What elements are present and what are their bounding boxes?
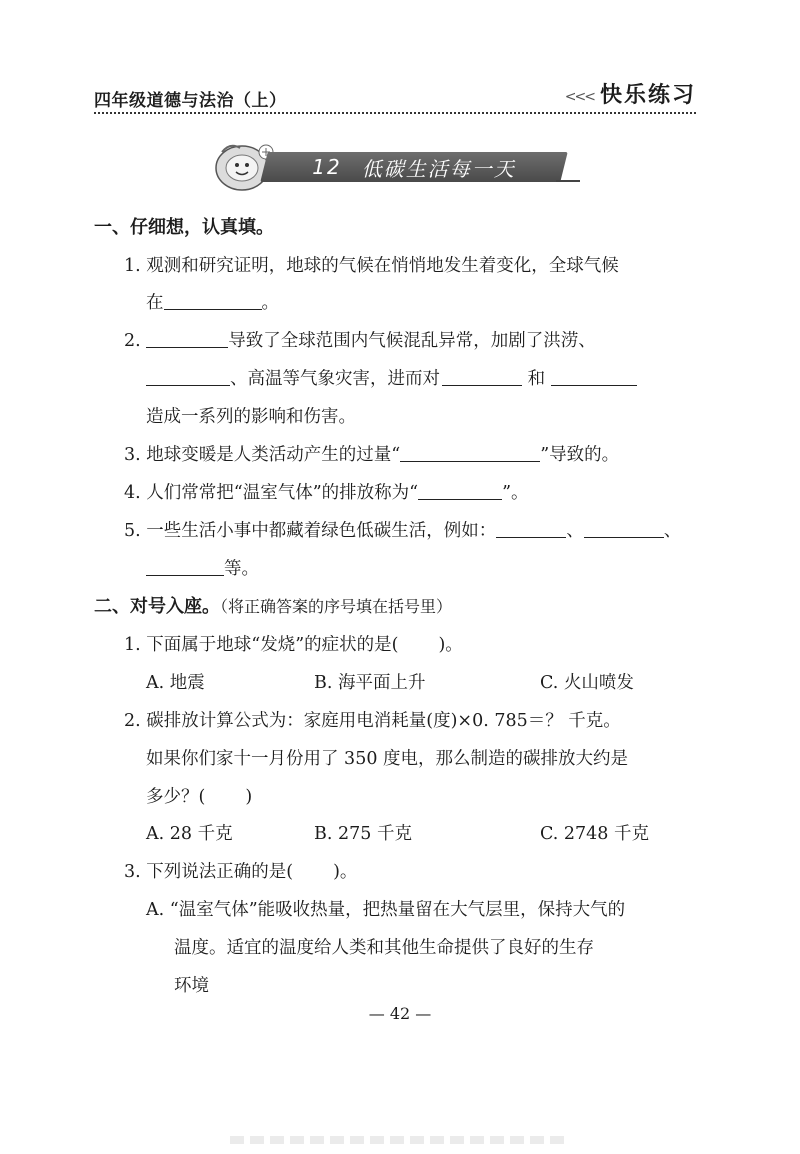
s2-q1-suffix: )。: [438, 635, 463, 655]
page-number: — 42 —: [368, 1004, 432, 1023]
lesson-title: [264, 152, 564, 182]
header-divider: [94, 112, 696, 114]
q5-text-line1: [124, 519, 681, 543]
brand-title: 快乐练习: [599, 83, 696, 108]
section1-heading: 一、仔细想，认真填。: [94, 217, 274, 238]
bleed-through-decoration: [230, 1136, 570, 1144]
q5-blank-1[interactable]: [496, 519, 566, 538]
banner-underline: [556, 180, 580, 182]
q2-blank-4[interactable]: [551, 367, 637, 386]
q5-sep-1: 、: [566, 521, 584, 541]
q2-blank-3[interactable]: [442, 367, 522, 386]
q3-blank[interactable]: [400, 443, 540, 462]
s2-q1-option-b: B. 海平面上升: [314, 673, 426, 693]
q3-suffix: ”导致的。: [540, 445, 620, 465]
s2-q2-option-b: B. 275 千克: [314, 824, 412, 844]
q5-blank-3[interactable]: [146, 557, 224, 576]
q4-blank[interactable]: [418, 481, 502, 500]
q5-text-line2: [146, 557, 259, 581]
q1-text-line1: 1. 观测和研究证明，地球的气候在悄悄地发生着变化，全球气候: [124, 256, 619, 276]
s2-q2-option-a: A. 28 千克: [146, 824, 233, 844]
book-title: 四年级道德与法治（上）: [94, 91, 287, 111]
q2-and: 和: [527, 369, 546, 389]
s2-q2-line3: [146, 785, 252, 809]
lesson-number: 12: [312, 155, 342, 179]
q5-suffix: 等。: [224, 559, 259, 579]
q1-prefix: 在: [146, 293, 164, 313]
s2-q3-suffix: )。: [333, 862, 358, 882]
q1-text-line2: [146, 291, 279, 315]
q2-number: 2.: [124, 331, 141, 351]
q2-blank-2[interactable]: [146, 367, 230, 386]
q2-text-line1: [124, 329, 596, 353]
q4-text: [124, 481, 529, 505]
q5-sep-2: 、: [663, 521, 682, 541]
q2-line1-text: 导致了全球范围内气候混乱异常，加剧了洪涝、: [228, 331, 596, 351]
q3-prefix: 3. 地球变暖是人类活动产生的过量“: [124, 445, 401, 465]
s2-q2-line2: 如果你们家十一月份用了 350 度电，那么制造的碳排放大约是: [146, 749, 629, 769]
s2-q2-suffix: ): [245, 787, 253, 807]
q5-blank-2[interactable]: [584, 519, 664, 538]
brand-block: [565, 78, 696, 109]
section2-heading: [94, 595, 452, 619]
q2-blank-1[interactable]: [146, 329, 228, 348]
section2-note: （将正确答案的序号填在括号里）: [220, 597, 453, 616]
q1-suffix: 。: [261, 293, 279, 313]
q4-prefix: 4. 人们常常把“温室气体”的排放称为“: [124, 483, 419, 503]
lesson-name: 低碳生活每一天: [361, 156, 516, 181]
q4-suffix: ”。: [502, 483, 529, 503]
lesson-banner: [212, 140, 582, 192]
s2-q3-option-a-line1: A. “温室气体”能吸收热量，把热量留在大气层里，保持大气的: [146, 900, 626, 920]
s2-q3-text: [124, 860, 357, 884]
s2-q1-option-a: A. 地震: [146, 673, 205, 693]
s2-q1-text: [124, 633, 463, 657]
s2-q2-prefix: 多少？(: [146, 787, 206, 807]
section2-title: 二、对号入座。: [94, 596, 220, 617]
q5-prefix: 5. 一些生活小事中都藏着绿色低碳生活，例如：: [124, 521, 497, 541]
q2-text-line2: [146, 367, 637, 391]
q3-text: [124, 443, 619, 467]
s2-q3-option-a-line3: 环境: [174, 976, 209, 996]
s2-q1-option-c: C. 火山喷发: [540, 673, 634, 693]
q1-blank[interactable]: [164, 291, 262, 310]
s2-q3-option-a-line2: 温度。适宜的温度给人类和其他生命提供了良好的生存: [174, 938, 594, 958]
s2-q3-prefix: 3. 下列说法正确的是(: [124, 862, 294, 882]
q2-line2-text: 、高温等气象灾害，进而对: [230, 369, 440, 389]
q2-text-line3: 造成一系列的影响和伤害。: [146, 407, 356, 427]
s2-q2-option-c: C. 2748 千克: [540, 824, 649, 844]
chevrons-icon: <<<: [564, 88, 594, 105]
s2-q2-line1: 2. 碳排放计算公式为：家庭用电消耗量(度)×0. 785＝？ 千克。: [124, 711, 621, 731]
s2-q1-prefix: 1. 下面属于地球“发烧”的症状的是(: [124, 635, 399, 655]
